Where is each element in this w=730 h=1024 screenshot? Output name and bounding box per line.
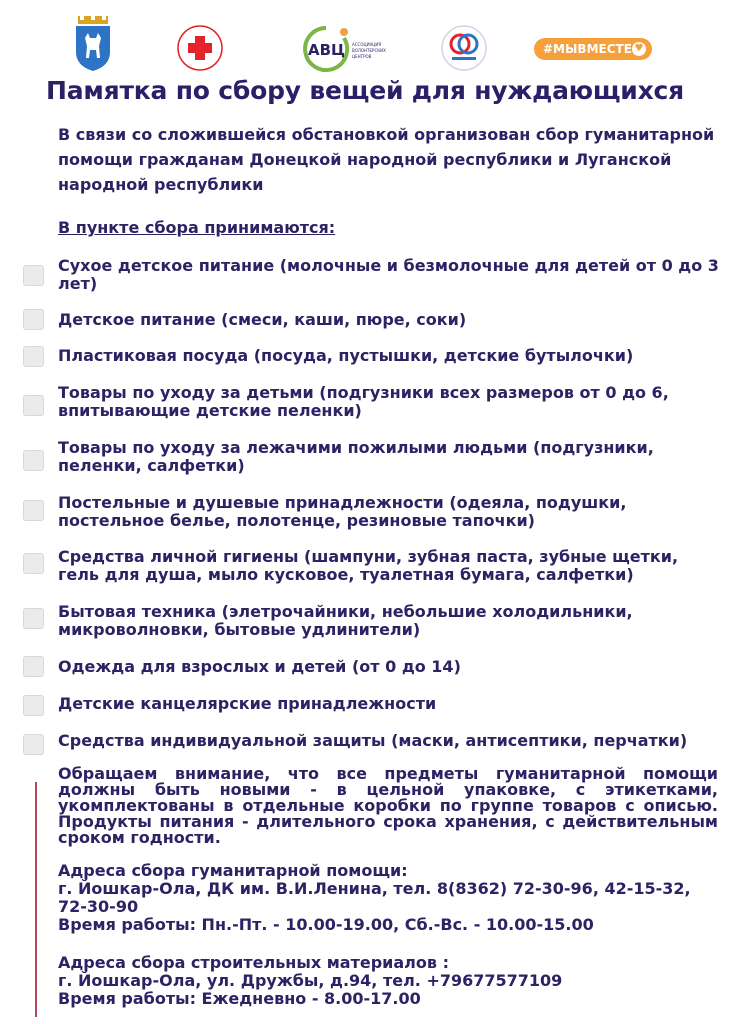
checklist-item-label: Постельные и душевые принадлежности (одеяла, подушки, постельное белье, полотенце, резиновые тапочки)	[58, 493, 627, 530]
humanitarian-address: г. Йошкар-Ола, ДК им. В.И.Ленина, тел. 8(8362) 72-30-96, 42-15-32, 72-30-90	[58, 879, 691, 916]
construction-heading: Адреса сбора строительных материалов :	[58, 953, 449, 972]
page-title: Памятка по сбору вещей для нуждающихся	[45, 76, 685, 105]
checklist-item-label: Сухое детское питание (молочные и безмолочные для детей от 0 до 3 лет)	[58, 256, 719, 293]
myvmeste-logo	[534, 38, 652, 60]
checkbox[interactable]	[23, 656, 44, 677]
checkbox[interactable]	[23, 265, 44, 286]
avc-logo-text: АВЦ	[308, 41, 345, 59]
humanitarian-address-block	[58, 862, 718, 934]
avc-emblem-icon	[300, 24, 394, 74]
svg-text:ЦЕНТРОВ: ЦЕНТРОВ	[352, 54, 372, 59]
svg-text:АССОЦИАЦИЯ: АССОЦИАЦИЯ	[352, 42, 382, 47]
myvmeste-text: #МЫВМЕСТЕ	[543, 42, 632, 56]
checklist-item-label: Средства индивидуальной защиты (маски, антисептики, перчатки)	[58, 731, 688, 750]
humanitarian-heading: Адреса сбора гуманитарной помощи:	[58, 861, 408, 880]
construction-address: г. Йошкар-Ола, ул. Дружбы, д.94, тел. +79677577109	[58, 971, 563, 990]
checkbox[interactable]	[23, 695, 44, 716]
coat-of-arms-logo	[74, 16, 112, 72]
red-cross-logo	[176, 24, 224, 72]
humanitarian-hours: Время работы: Пн.-Пт. - 10.00-19.00, Сб.-Вс. - 10.00-15.00	[58, 915, 594, 934]
intro-text: В связи со сложившейся обстановкой организован сбор гуманитарной помощи гражданам Донецкой народной республики и Луганской народной республики	[58, 125, 715, 194]
checkbox[interactable]	[23, 608, 44, 629]
construction-hours: Время работы: Ежедневно - 8.00-17.00	[58, 989, 421, 1008]
notice-text: Обращаем внимание, что все предметы гуманитарной помощи должны быть новыми - в цельной упаковке, с этикетками, укомплектованы в отдельные коробки по группе товаров с описью. Продукты питания - длительного срока хранения, с действительным сроком годности.	[58, 764, 718, 847]
checkbox[interactable]	[23, 395, 44, 416]
checkbox[interactable]	[23, 500, 44, 521]
checklist-item-label: Товары по уходу за детьми (подгузники всех размеров от 0 до 6, впитывающие детские пеленки)	[58, 383, 669, 420]
checkbox[interactable]	[23, 309, 44, 330]
volunteers-logo	[440, 24, 488, 72]
heart-icon: ♥	[632, 42, 646, 56]
construction-address-block	[58, 954, 718, 1008]
checklist-item-label: Одежда для взрослых и детей (от 0 до 14)	[58, 657, 461, 676]
logos-row	[0, 10, 730, 76]
checkbox[interactable]	[23, 734, 44, 755]
checklist-item-label: Пластиковая посуда (посуда, пустышки, детские бутылочки)	[58, 346, 634, 365]
svg-text:ВОЛОНТЕРСКИХ: ВОЛОНТЕРСКИХ	[352, 48, 386, 53]
checklist-item-label: Средства личной гигиены (шампуни, зубная паста, зубные щетки, гель для душа, мыло кусковое, туалетная бумага, салфетки)	[58, 547, 679, 584]
checkbox[interactable]	[23, 346, 44, 367]
checklist-item-label: Детские канцелярские принадлежности	[58, 694, 437, 713]
checklist-item-label: Детское питание (смеси, каши, пюре, соки)	[58, 310, 467, 329]
checkbox[interactable]	[23, 553, 44, 574]
left-divider-line	[35, 782, 37, 1017]
checklist-item-label: Бытовая техника (элетрочайники, небольшие холодильники, микроволновки, бытовые удлинители)	[58, 602, 633, 639]
avc-logo	[300, 24, 394, 74]
accept-heading: В пункте сбора принимаются:	[58, 218, 336, 237]
checklist-item-label: Товары по уходу за лежачими пожилыми людьми (подгузники, пеленки, салфетки)	[58, 438, 654, 475]
checkbox[interactable]	[23, 450, 44, 471]
